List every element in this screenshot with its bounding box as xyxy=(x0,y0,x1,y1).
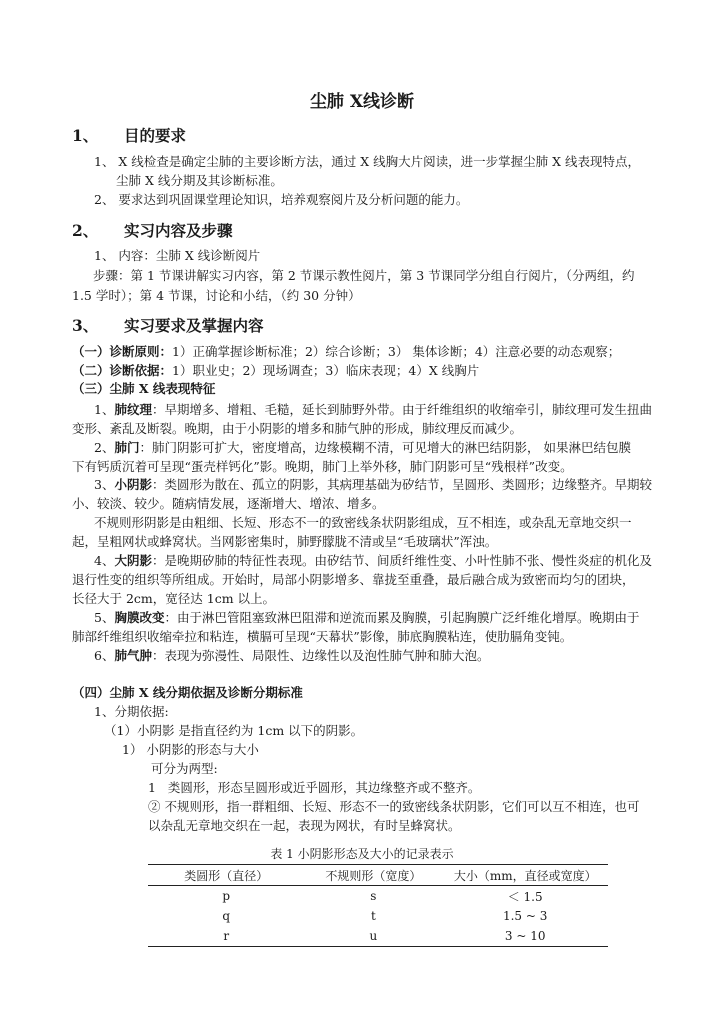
xray-features-heading: （三）尘肺 X 线表现特征 xyxy=(72,381,216,396)
table-cell: u xyxy=(304,926,442,947)
item-number: 1、 xyxy=(94,402,115,417)
paragraph-line: 1、 内容：尘肺 X 线诊断阅片 xyxy=(94,248,261,263)
item-label: 肺气肿 xyxy=(114,648,152,663)
item-text: ：是晚期矽肺的特征性表现。由矽结节、间质纤维性变、小叶性肺不张、慢性炎症的机化及 xyxy=(151,553,652,568)
table-cell: 3 ~ 10 xyxy=(442,926,608,947)
table-cell: ＜ 1.5 xyxy=(507,889,543,904)
list-marker: 1 xyxy=(148,780,156,795)
table-cell: p xyxy=(222,889,231,903)
section-number: 1、 xyxy=(72,126,99,145)
table-cell: 1.5 ~ 3 xyxy=(502,909,548,923)
list-text: 类圆形，形态呈圆形或近乎圆形，其边缘整齐或不整齐。 xyxy=(167,780,481,795)
paragraph-line: 肺部纤维组织收缩牵拉和粘连，横膈可呈现“天幕状”影像，肺底胸膜粘连，使肋膈角变钝。 xyxy=(72,629,573,644)
paragraph-line: 以杂乱无章地交织在一起，表现为网状，有时呈蜂窝状。 xyxy=(148,818,461,833)
document-title: 尘肺 X线诊断 xyxy=(309,92,415,112)
item-number: 5、 xyxy=(94,610,115,625)
feature-hilum xyxy=(94,440,631,456)
table-header-cell: 大小（mm，直径或宽度） xyxy=(442,865,608,886)
item-number: 3、 xyxy=(94,477,115,492)
list-item-round xyxy=(148,780,480,796)
feature-lung-markings xyxy=(94,402,652,418)
feature-emphysema xyxy=(94,648,489,664)
feature-pleural-changes xyxy=(94,610,639,626)
section-number: 2、 xyxy=(72,221,99,240)
table-cell: q xyxy=(222,909,231,923)
section-1-heading xyxy=(72,124,372,144)
paragraph-line: 1、 X 线检查是确定尘肺的主要诊断方法，通过 X 线胸大片阅读，进一步掌握尘肺 X 线表现特点， xyxy=(94,154,640,169)
table-row xyxy=(148,906,608,926)
feature-small-opacities xyxy=(94,477,652,493)
staging-heading: （四）尘肺 X 线分期依据及诊断分期标准 xyxy=(72,685,303,700)
section-3-heading xyxy=(72,314,372,334)
table-header-cell: 不规则形（宽度） xyxy=(304,865,442,886)
paragraph-line: （1）小阴影 是指直径约为 1cm 以下的阴影。 xyxy=(104,723,364,738)
paragraph-line: 可分为两型: xyxy=(151,761,218,776)
paragraph-line: 2、 要求达到巩固课堂理论知识，培养观察阅片及分析问题的能力。 xyxy=(94,192,469,207)
table-row xyxy=(148,926,608,947)
item-number: 4、 xyxy=(94,553,115,568)
table-cell: t xyxy=(370,909,376,923)
paragraph-line: 变形、紊乱及断裂。晚期，由于小阴影的增多和肺气肿的形成，肺纹理反而减少。 xyxy=(72,421,523,436)
section-title: 目的要求 xyxy=(124,126,187,145)
paragraph-line: 起，呈粗网状或蜂窝状。当网影密集时，肺野朦胧不清或呈“毛玻璃状”浑浊。 xyxy=(72,534,498,549)
paragraph-line: 下有钙质沉着可呈现“蛋壳样钙化”影。晚期，肺门上举外移，肺门阴影可呈“残根样”改变。 xyxy=(72,459,573,474)
item-label: 肺纹理 xyxy=(114,402,152,417)
item-text: ：早期增多、增粗、毛糙，延长到肺野外带。由于纤维组织的收缩牵引，肺纹理可发生扭曲 xyxy=(151,402,652,417)
small-opacity-table xyxy=(148,864,608,947)
item-text: ：由于淋巴管阻塞致淋巴阻滞和逆流而累及胸膜，引起胸膜广泛纤维化增厚。晚期由于 xyxy=(164,610,640,625)
item-text: ：肺门阴影可扩大，密度增高，边缘模糊不清，可见增大的淋巴结阴影， 如果淋巴结包膜 xyxy=(139,440,631,455)
paragraph-line: 退行性变的组织等所组成。开始时，局部小阴影增多、靠拢至重叠，最后融合成为致密而均匀的团块， xyxy=(72,572,635,587)
paragraph-line: 1.5 学时）；第 4 节课，讨论和小结，（约 30 分钟） xyxy=(72,288,361,303)
item-text: ：类圆形为散在、孤立的阴影，其病理基础为矽结节，呈圆形、类圆形；边缘整齐。早期较 xyxy=(151,477,652,492)
section-title: 实习要求及掌握内容 xyxy=(124,316,264,335)
paragraph-line: 不规则形阴影是由粗细、长短、形态不一的致密线条状阴影组成，互不相连，或杂乱无章地交织一 xyxy=(94,515,632,530)
subheading-text: 1）职业史；2）现场调查；3）临床表现；4）X 线胸片 xyxy=(172,363,480,378)
item-number: 2、 xyxy=(94,440,115,455)
paragraph-line: 尘肺 X 线分期及其诊断标准。 xyxy=(116,173,283,188)
paragraph-line: 1、分期依据: xyxy=(94,704,169,719)
item-label: 大阴影 xyxy=(114,553,152,568)
item-label: 小阴影 xyxy=(114,477,152,492)
paragraph-line: 长径大于 2cm，宽径达 1cm 以上。 xyxy=(72,591,276,606)
table-cell: r xyxy=(148,926,304,947)
paragraph-line: ② 不规则形，指一群粗细、长短、形态不一的致密线条状阴影，它们可以互不相连，也可 xyxy=(148,799,640,814)
table-row xyxy=(148,886,608,907)
section-title: 实习内容及步骤 xyxy=(124,221,233,240)
paragraph-line: 小、较淡、较少。随病情发展，逐渐增大、增浓、增多。 xyxy=(72,496,385,511)
subheading-text: 1）正确掌握诊断标准；2）综合诊断；3） 集体诊断；4）注意必要的动态观察； xyxy=(172,344,621,359)
table-header-cell: 类圆形（直径） xyxy=(148,865,304,886)
paragraph-line: 1） 小阴影的形态与大小 xyxy=(122,742,259,757)
subheading-label: （二）诊断依据： xyxy=(72,363,173,378)
table-cell: s xyxy=(370,889,377,903)
diagnosis-basis xyxy=(72,363,479,379)
item-label: 胸膜改变 xyxy=(114,610,165,625)
diagnosis-principles xyxy=(72,344,620,360)
item-number: 6、 xyxy=(94,648,115,663)
feature-large-opacities xyxy=(94,553,652,569)
section-2-heading xyxy=(72,219,372,239)
item-label: 肺门 xyxy=(114,440,140,455)
table-caption: 表 1 小阴影形态及大小的记录表示 xyxy=(270,847,454,861)
subheading-label: （一）诊断原则： xyxy=(72,344,173,359)
item-text: ：表现为弥漫性、局限性、边缘性以及泡性肺气肿和肺大泡。 xyxy=(151,648,490,663)
paragraph-line: 步骤：第 1 节课讲解实习内容，第 2 节课示教性阅片，第 3 节课同学分组自行阅片，（分两组，约 xyxy=(93,268,635,283)
table-header-row xyxy=(148,865,608,886)
section-number: 3、 xyxy=(72,316,99,335)
